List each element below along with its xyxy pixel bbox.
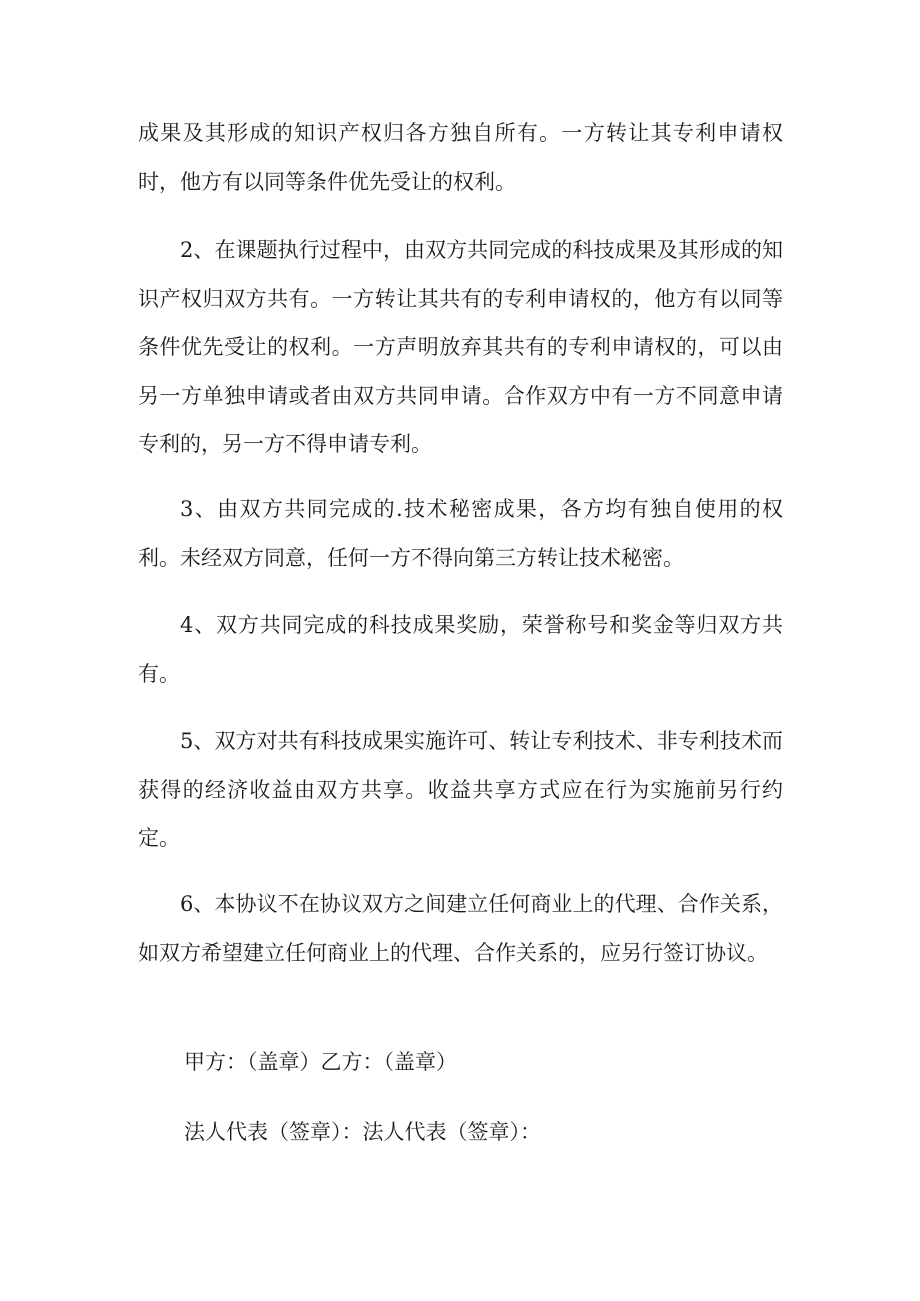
- paragraph-continuation: 成果及其形成的知识产权归各方独自所有。一方转让其专利申请权时，他方有以同等条件优先受让的权利。: [138, 121, 783, 194]
- signature-representative-line: 法人代表（签章）：法人代表（签章）：: [184, 1120, 541, 1144]
- paragraph-clause-3: 3、由双方共同完成的.技术秘密成果，各方均有独自使用的权利。未经双方同意，任何一方不得向第三方转让技术秘密。: [138, 497, 783, 570]
- paragraph-clause-2: 2、在课题执行过程中，由双方共同完成的科技成果及其形成的知识产权归双方共有。一方转让其共有的专利申请权的，他方有以同等条件优先受让的权利。一方声明放弃其共有的专利申请权的，可以由另一方单独申请或者由双方共同申请。合作双方中有一方不同意申请专利的，另一方不得申请专利。: [138, 238, 783, 456]
- paragraph-clause-6: 6、本协议不在协议双方之间建立任何商业上的代理、合作关系，如双方希望建立任何商业上的代理、合作关系的，应另行签订协议。: [138, 892, 783, 965]
- paragraph-clause-5: 5、双方对共有科技成果实施许可、转让专利技术、非专利技术而获得的经济收益由双方共享。收益共享方式应在行为实施前另行约定。: [138, 729, 783, 850]
- paragraph-clause-4: 4、双方共同完成的科技成果奖励，荣誉称号和奖金等归双方共有。: [138, 613, 783, 686]
- signature-seal-line: 甲方：（盖章）乙方：（盖章）: [184, 1050, 457, 1074]
